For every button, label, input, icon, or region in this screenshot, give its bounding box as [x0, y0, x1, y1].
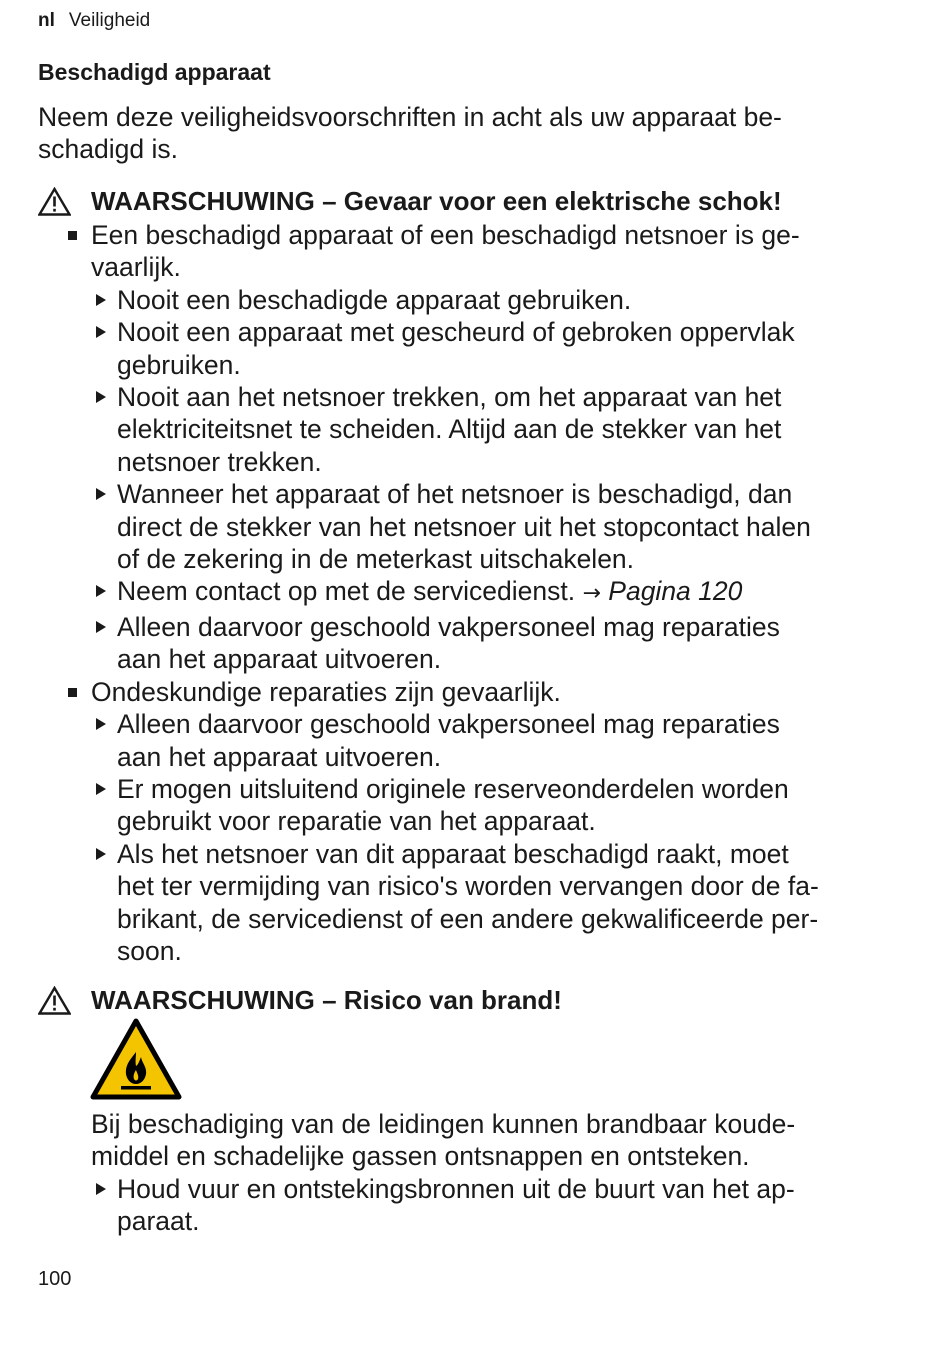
- flammable-warning-sign-icon: [90, 1018, 182, 1100]
- header-section: Veiligheid: [68, 10, 151, 31]
- triangle-bullet-icon: [96, 621, 106, 633]
- triangle-bullet-icon: [96, 783, 106, 795]
- triangle-bullet-icon: [96, 1183, 106, 1195]
- action-line: brikant, de servicedienst of een andere gekwalificeerde per-: [117, 903, 819, 934]
- hazard-item: [38, 219, 898, 284]
- action-line: Houd vuur en ontstekingsbronnen uit de buurt van het ap-: [117, 1173, 795, 1204]
- triangle-bullet-icon: [96, 848, 106, 860]
- page-header: [38, 9, 150, 33]
- warning-triangle-icon: [38, 187, 71, 216]
- action-text: Neem contact op met de servicedienst.: [117, 576, 576, 607]
- intro-paragraph: [38, 101, 878, 166]
- hazard-line: Ondeskundige reparaties zijn gevaarlijk.: [91, 676, 561, 707]
- triangle-bullet-icon: [96, 326, 106, 338]
- description-line: middel en schadelijke gassen ontsnappen en ontsteken.: [91, 1141, 750, 1172]
- triangle-bullet-icon: [96, 391, 106, 403]
- warning-triangle-icon: [38, 986, 71, 1015]
- action-item: [38, 838, 898, 968]
- action-line: aan het apparaat uitvoeren.: [117, 741, 442, 772]
- hazard-line: Een beschadigd apparaat of een beschadigd netsnoer is ge-: [91, 220, 800, 250]
- action-line: Nooit een apparaat met gescheurd of gebroken oppervlak: [117, 317, 795, 348]
- reference-arrow-icon: →: [582, 581, 601, 607]
- triangle-bullet-icon: [96, 488, 106, 500]
- square-bullet-icon: [68, 688, 77, 697]
- page-reference-link[interactable]: Pagina 120: [608, 576, 743, 607]
- square-bullet-icon: [68, 231, 77, 240]
- warning-header: [38, 984, 898, 1018]
- warning-electric-shock: [38, 185, 898, 967]
- action-item: [38, 478, 898, 575]
- action-line: paraat.: [117, 1206, 200, 1237]
- warning-title: WAARSCHUWING – Gevaar voor een elektrische schok!: [91, 186, 782, 216]
- triangle-bullet-icon: [96, 294, 106, 306]
- action-line: Als het netsnoer van dit apparaat beschadigd raakt, moet: [117, 838, 789, 869]
- action-item: [38, 575, 898, 610]
- action-item: [38, 316, 898, 381]
- action-line: gebruikt voor reparatie van het apparaat.: [117, 806, 596, 837]
- action-item: [38, 1173, 898, 1238]
- action-item: [38, 773, 898, 838]
- action-line: soon.: [117, 935, 182, 966]
- action-line: elektriciteitsnet te scheiden. Altijd aan de stekker van het: [117, 414, 782, 445]
- action-item: [38, 381, 898, 478]
- page-number: 100: [38, 1268, 72, 1290]
- intro-line: schadigd is.: [38, 134, 178, 165]
- hazard-line: vaarlijk.: [91, 252, 181, 283]
- section-title: Beschadigd apparaat: [38, 59, 271, 85]
- action-line: Wanneer het apparaat of het netsnoer is beschadigd, dan: [117, 479, 793, 510]
- action-line: gebruiken.: [117, 349, 241, 380]
- action-line: het ter vermijding van risico's worden vervangen door de fa-: [117, 871, 819, 902]
- action-line: of de zekering in de meterkast uitschakelen.: [117, 544, 635, 575]
- triangle-bullet-icon: [96, 718, 106, 730]
- action-line: netsnoer trekken.: [117, 446, 322, 477]
- hazard-item: [38, 676, 898, 708]
- action-line: direct de stekker van het netsnoer uit het stopcontact halen: [117, 511, 811, 542]
- warning-header: [38, 185, 898, 219]
- warning-fire-risk: [38, 984, 898, 1238]
- action-item: [38, 284, 898, 316]
- action-line: Alleen daarvoor geschoold vakpersoneel mag reparaties: [117, 611, 780, 642]
- action-line: Alleen daarvoor geschoold vakpersoneel mag reparaties: [117, 709, 780, 740]
- action-line: aan het apparaat uitvoeren.: [117, 644, 442, 675]
- action-item: [38, 708, 898, 773]
- language-code: nl: [38, 10, 55, 31]
- triangle-bullet-icon: [96, 585, 106, 597]
- action-line: Er mogen uitsluitend originele reserveonderdelen worden: [117, 773, 789, 804]
- description-line: Bij beschadiging van de leidingen kunnen brandbaar koude-: [91, 1109, 796, 1139]
- action-item: [38, 611, 898, 676]
- fire-description: [38, 1108, 898, 1173]
- intro-line: Neem deze veiligheidsvoorschriften in acht als uw apparaat be-: [38, 102, 782, 132]
- action-line: Nooit aan het netsnoer trekken, om het apparaat van het: [117, 382, 782, 413]
- action-line: [117, 575, 898, 610]
- action-line: Nooit een beschadigde apparaat gebruiken.: [117, 284, 632, 315]
- warning-title: WAARSCHUWING – Risico van brand!: [91, 985, 562, 1015]
